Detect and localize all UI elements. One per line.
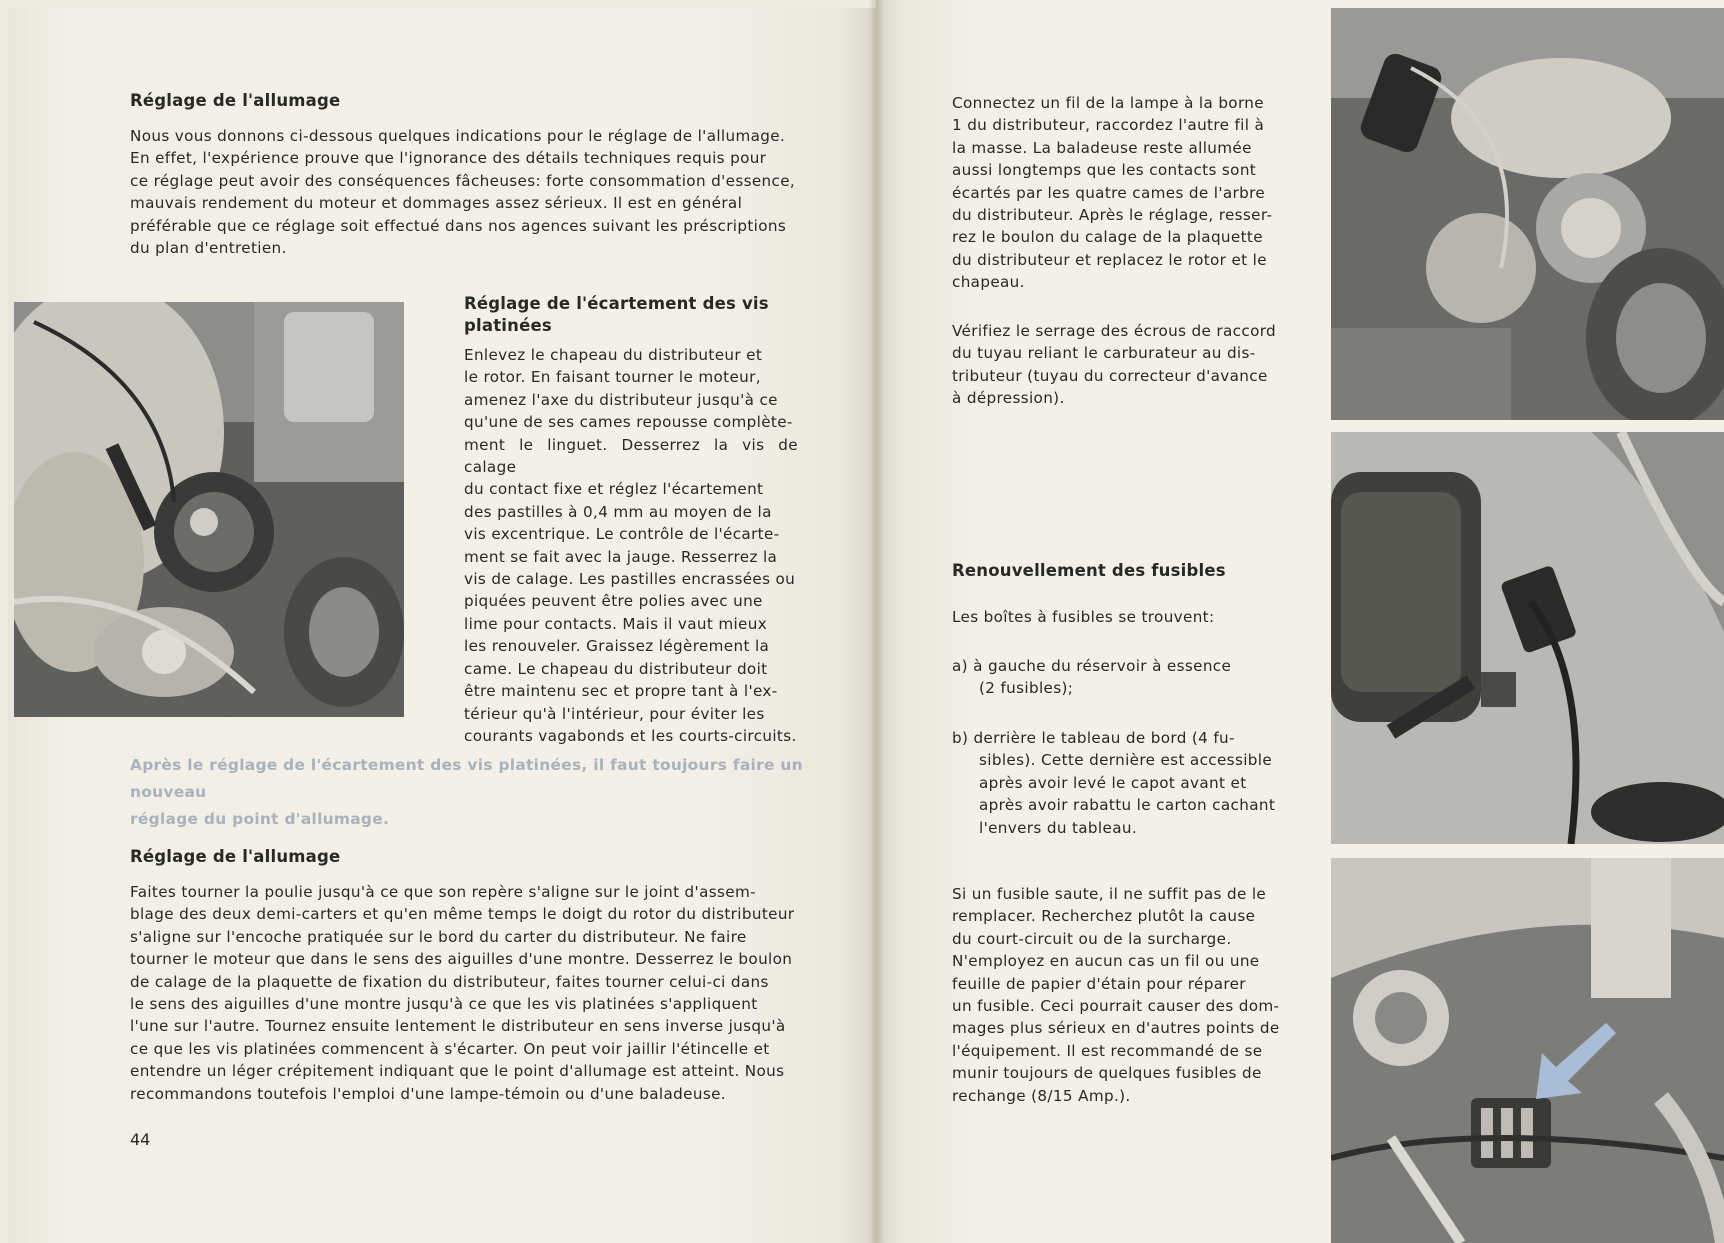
text-line: térieur qu'à l'intérieur, pour éviter les xyxy=(464,704,765,723)
text-line: feuille de papier d'étain pour réparer xyxy=(952,974,1246,993)
fuses-intro: Les boîtes à fusibles se trouvent: xyxy=(952,608,1215,626)
text-line: vis excentrique. Le contrôle de l'écarte- xyxy=(464,525,780,544)
text-line: après avoir levé le capot avant et xyxy=(979,773,1247,792)
text-line: amenez l'axe du distributeur jusqu'à ce xyxy=(464,390,778,409)
text-line: à dépression). xyxy=(952,389,1065,408)
text-line: qu'une de ses cames repousse complète- xyxy=(464,413,793,432)
text-line: lime pour contacts. Mais il vaut mieux xyxy=(464,614,768,633)
heading-line: Réglage de l'écartement des vis xyxy=(464,294,769,313)
text-line: remplacer. Recherchez plutôt la cause xyxy=(952,907,1256,926)
text-line: Nous vous donnons ci-dessous quelques indications pour le réglage de l'allumage. xyxy=(130,127,786,145)
text-line: tributeur (tuyau du correcteur d'avance xyxy=(952,366,1268,385)
note-reglage-point xyxy=(130,752,810,833)
text-line: du tuyau reliant le carburateur au dis- xyxy=(952,344,1256,363)
text-line: Si un fusible saute, il ne suffit pas de le xyxy=(952,885,1267,903)
text-line: b) derrière le tableau de bord (4 fu- xyxy=(952,729,1235,747)
page-number: 44 xyxy=(130,1130,151,1149)
photo-lamp-connection-image xyxy=(1331,8,1724,420)
text-line: les renouveler. Graissez légèrement la xyxy=(464,637,770,656)
text-line: le sens des aiguilles d'une montre jusqu'à ce que les vis platinées s'appliquent xyxy=(130,995,758,1014)
text-line: l'envers du tableau. xyxy=(979,818,1137,837)
photo-distributor-adjustment xyxy=(14,302,404,717)
text-line: Enlevez le chapeau du distributeur et xyxy=(464,346,763,364)
text-line: rechange (8/15 Amp.). xyxy=(952,1086,1131,1105)
photo-fuse-box-tank-image xyxy=(1331,432,1724,844)
photo-fuse-box-tank xyxy=(1331,432,1724,844)
text-line: Faites tourner la poulie jusqu'à ce que son repère s'aligne sur le joint d'assem- xyxy=(130,883,756,901)
book-gutter xyxy=(868,0,884,1243)
text-line: ce que les vis platinées commencent à s'écarter. On peut voir jaillir l'étincelle et xyxy=(130,1039,770,1058)
text-line: ce réglage peut avoir des conséquences fâcheuses: forte consommation d'essence, xyxy=(130,171,796,190)
arrow-icon xyxy=(1526,1013,1616,1103)
list-item-a xyxy=(952,655,1287,700)
text-line: munir toujours de quelques fusibles de xyxy=(952,1064,1262,1083)
text-line: s'aligne sur l'encoche pratiquée sur le bord du carter du distributeur. Ne faire xyxy=(130,927,747,946)
heading-ecartement-vis xyxy=(464,293,824,337)
allumage-paragraph xyxy=(130,881,798,1105)
text-line: 1 du distributeur, raccordez l'autre fil à xyxy=(952,116,1265,135)
photo-lamp-connection xyxy=(1331,8,1724,420)
text-line: piquées peuvent être polies avec une xyxy=(464,592,763,611)
text-line: rez le boulon du calage de la plaquette xyxy=(952,228,1263,247)
verify-paragraph xyxy=(952,320,1287,410)
text-line: a) à gauche du réservoir à essence xyxy=(952,657,1232,675)
text-line: mages plus sérieux en d'autres points de xyxy=(952,1019,1280,1038)
text-line: du plan d'entretien. xyxy=(130,239,287,258)
text-line: entendre un léger crépitement indiquant que le point d'allumage est atteint. Nous xyxy=(130,1062,785,1081)
note-line: Après le réglage de l'écartement des vis platinées, il faut toujours faire un nouveau xyxy=(130,756,803,801)
ecartement-paragraph xyxy=(464,344,798,747)
text-line: N'employez en aucun cas un fil ou une xyxy=(952,952,1260,971)
photo-distributor-image xyxy=(14,302,404,717)
text-line: la masse. La baladeuse reste allumée xyxy=(952,138,1252,157)
text-line: courants vagabonds et les courts-circuits. xyxy=(464,726,797,745)
text-line: ment le linguet. Desserrez la vis de calage xyxy=(464,435,798,477)
text-line: du court-circuit ou de la surcharge. xyxy=(952,929,1232,948)
text-line: l'une sur l'autre. Tournez ensuite lentement le distributeur en sens inverse jusqu'à xyxy=(130,1017,786,1036)
text-line: de calage de la plaquette de fixation du distributeur, faites tourner celui-ci dans xyxy=(130,972,769,991)
note-line: réglage du point d'allumage. xyxy=(130,810,390,828)
connect-paragraph xyxy=(952,92,1287,294)
text-line: après avoir rabattu le carton cachant xyxy=(979,796,1276,815)
text-line: ment se fait avec la jauge. Resserrez la xyxy=(464,547,778,566)
text-line: l'équipement. Il est recommandé de se xyxy=(952,1041,1263,1060)
text-line: sibles). Cette dernière est accessible xyxy=(979,751,1273,770)
text-line: tourner le moteur que dans le sens des aiguilles d'une montre. Desserrez le boulon xyxy=(130,950,793,969)
text-line: du distributeur. Après le réglage, resser- xyxy=(952,206,1273,225)
text-line: préférable que ce réglage soit effectué dans nos agences suivant les préscriptions xyxy=(130,216,787,235)
list-item-b xyxy=(952,727,1287,839)
heading-line: platinées xyxy=(464,316,552,335)
text-line: blage des deux demi-carters et qu'en même temps le doigt du rotor du distributeur xyxy=(130,905,795,924)
heading-reglage-allumage: Réglage de l'allumage xyxy=(130,91,341,110)
text-line: un fusible. Ceci pourrait causer des dom- xyxy=(952,997,1280,1016)
text-line: recommandons toutefois l'emploi d'une lampe-témoin ou d'une baladeuse. xyxy=(130,1084,726,1103)
photo-fuse-box-dashboard xyxy=(1331,858,1724,1243)
text-line: être maintenu sec et propre tant à l'ex- xyxy=(464,682,778,701)
text-line: mauvais rendement du moteur et dommages assez sérieux. Il est en général xyxy=(130,194,743,213)
heading-renouvellement-fusibles: Renouvellement des fusibles xyxy=(952,561,1226,580)
text-line: le rotor. En faisant tourner le moteur, xyxy=(464,368,761,387)
text-line: aussi longtemps que les contacts sont xyxy=(952,161,1257,180)
text-line: écartés par les quatre cames de l'arbre xyxy=(952,183,1266,202)
text-line: Vérifiez le serrage des écrous de raccord xyxy=(952,322,1277,340)
text-line: (2 fusibles); xyxy=(979,679,1074,698)
text-line: came. Le chapeau du distributeur doit xyxy=(464,659,768,678)
text-line: chapeau. xyxy=(952,273,1025,292)
text-line: du distributeur et replacez le rotor et le xyxy=(952,250,1267,269)
text-line: des pastilles à 0,4 mm au moyen de la xyxy=(464,502,772,521)
heading-reglage-allumage-2: Réglage de l'allumage xyxy=(130,847,341,866)
text-line: vis de calage. Les pastilles encrassées ou xyxy=(464,570,796,589)
text-line: En effet, l'expérience prouve que l'ignorance des détails techniques requis pour xyxy=(130,149,767,168)
intro-paragraph xyxy=(130,125,798,259)
fuse-warning-paragraph xyxy=(952,883,1287,1107)
text-line: Connectez un fil de la lampe à la borne xyxy=(952,94,1264,112)
text-line: du contact fixe et réglez l'écartement xyxy=(464,480,764,499)
